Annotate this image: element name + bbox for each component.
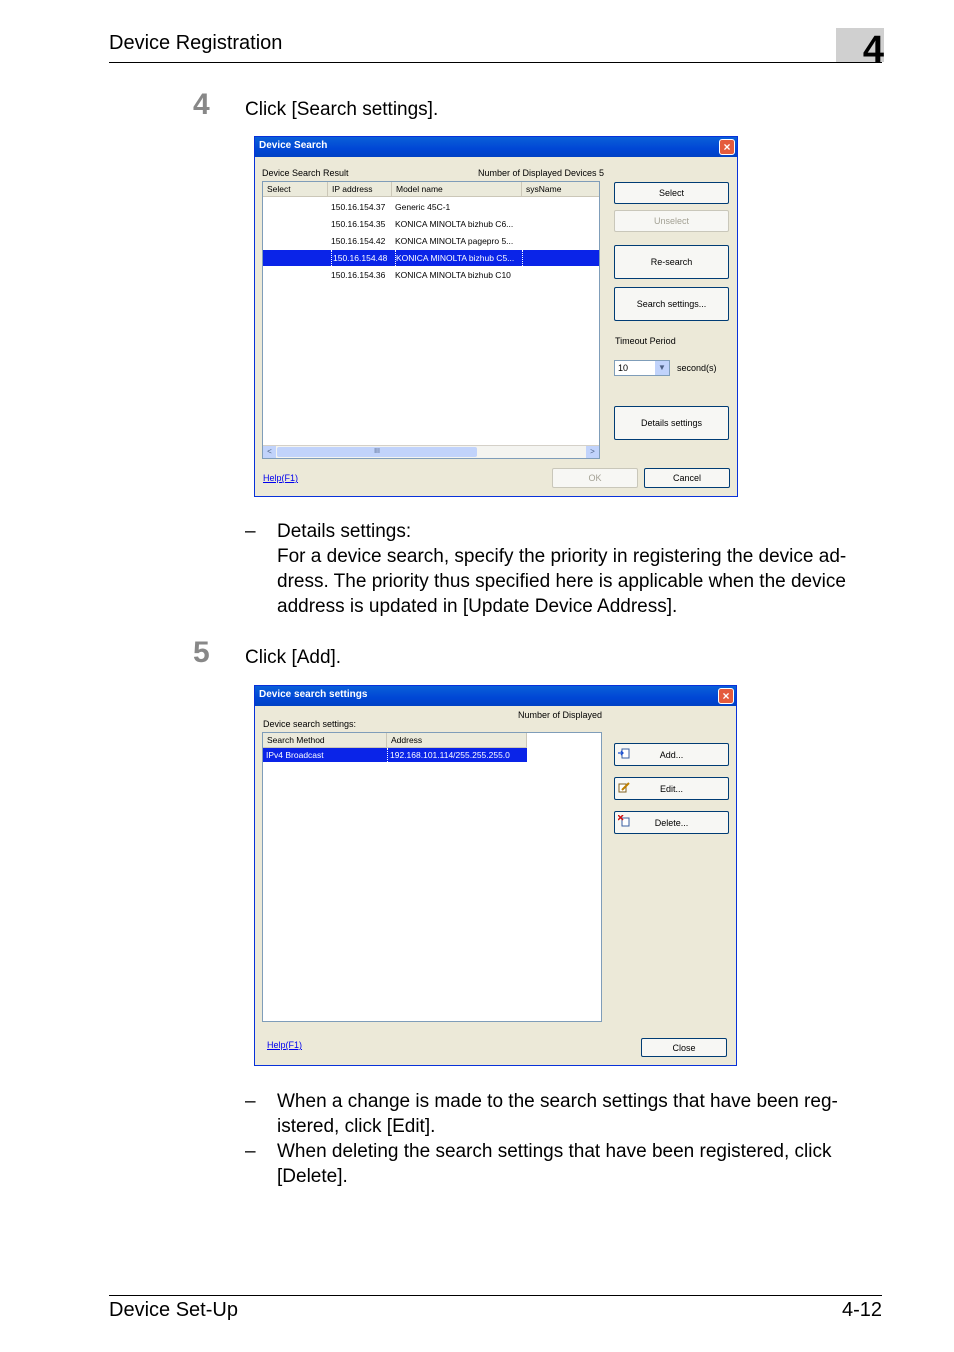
device-list-header	[263, 182, 599, 197]
dropdown-arrow-icon[interactable]: ▼	[655, 361, 669, 375]
cell-sysname	[525, 267, 599, 283]
cell-select	[267, 233, 327, 249]
device-search-titlebar	[255, 137, 737, 157]
table-row-selected[interactable]	[263, 748, 527, 762]
add-icon	[618, 747, 630, 759]
cell-sysname	[525, 250, 599, 266]
unselect-button[interactable]: Unselect	[614, 210, 729, 232]
displayed-devices-count: Number of Displayed Devices 5	[478, 168, 605, 178]
table-row[interactable]	[263, 233, 600, 249]
cell-search-method: IPv4 Broadcast	[266, 750, 324, 760]
footer-rule	[109, 1295, 882, 1296]
cell-model: KONICA MINOLTA bizhub C6...	[395, 219, 514, 229]
timeout-select[interactable]	[614, 360, 670, 376]
cell-select	[267, 267, 327, 283]
cell-model: KONICA MINOLTA bizhub C10	[395, 270, 511, 280]
edit-button[interactable]	[614, 777, 729, 800]
horizontal-scrollbar[interactable]	[263, 445, 599, 458]
table-row-selected[interactable]	[263, 250, 600, 266]
step-4-number: 4	[193, 88, 210, 121]
header-rule	[109, 62, 882, 63]
cell-model: KONICA MINOLTA pagepro 5...	[395, 236, 514, 246]
device-search-title: Device Search	[259, 140, 328, 151]
column-select[interactable]: Select	[263, 182, 328, 196]
table-row[interactable]	[263, 199, 600, 215]
cell-ip: 150.16.154.42	[331, 236, 386, 246]
cell-sysname	[525, 199, 599, 215]
page-number: 4-12	[841, 1299, 882, 1321]
note-dash: –	[245, 1091, 256, 1112]
device-search-body	[258, 157, 734, 493]
select-button[interactable]: Select	[614, 182, 729, 204]
search-settings-list[interactable]	[262, 732, 602, 1022]
research-button[interactable]: Re-search	[614, 245, 729, 279]
footer-section-title: Device Set-Up	[109, 1299, 238, 1321]
note-details-line: dress. The priority thus specified here is applicable when the device	[277, 571, 846, 592]
delete-icon	[618, 815, 630, 827]
cell-select	[267, 250, 327, 266]
cell-model: KONICA MINOLTA bizhub C5...	[395, 250, 523, 266]
note-details-line: address is updated in [Update Device Address].	[277, 596, 678, 617]
timeout-unit: second(s)	[677, 363, 717, 373]
timeout-label: Timeout Period	[615, 336, 676, 346]
search-result-label: Device Search Result	[262, 168, 349, 178]
note-details-heading: Details settings:	[277, 521, 412, 542]
page-header-title: Device Registration	[109, 32, 283, 54]
column-model-name[interactable]: Model name	[392, 182, 522, 196]
device-list[interactable]	[262, 181, 600, 459]
search-settings-label: Device search settings:	[263, 719, 357, 729]
close-button[interactable]: Close	[641, 1038, 727, 1057]
step-4-text: Click [Search settings].	[245, 99, 439, 120]
delete-button[interactable]	[614, 811, 729, 834]
note-delete-line: [Delete].	[277, 1166, 348, 1187]
table-row[interactable]	[263, 267, 600, 283]
cell-ip: 150.16.154.37	[331, 202, 386, 212]
cell-address: 192.168.101.114/255.255.255.0	[387, 748, 528, 762]
delete-button-label: Delete...	[654, 817, 689, 828]
displayed-count-label: Number of Displayed	[518, 710, 603, 720]
edit-icon	[618, 781, 630, 793]
cell-ip: 150.16.154.36	[331, 270, 386, 280]
close-icon[interactable]: ×	[719, 139, 735, 155]
cell-model: Generic 45C-1	[395, 202, 451, 212]
edit-button-label: Edit...	[659, 783, 683, 794]
cell-sysname	[525, 216, 599, 232]
note-edit-line: When a change is made to the search settings that have been reg-	[277, 1091, 838, 1112]
help-link[interactable]: Help(F1)	[263, 473, 299, 483]
table-row[interactable]	[263, 216, 600, 232]
column-address[interactable]: Address	[387, 733, 527, 747]
note-details-line: For a device search, specify the priority in registering the device ad-	[277, 546, 847, 567]
device-search-dialog	[254, 136, 738, 497]
cell-sysname	[525, 233, 599, 249]
add-button-label: Add...	[659, 749, 684, 760]
column-search-method[interactable]: Search Method	[263, 733, 387, 747]
column-ip-address[interactable]: IP address	[328, 182, 392, 196]
note-edit-line: istered, click [Edit].	[277, 1116, 436, 1137]
cancel-button[interactable]: Cancel	[644, 468, 730, 488]
help-link[interactable]: Help(F1)	[267, 1040, 303, 1050]
scroll-right-icon[interactable]: >	[586, 446, 599, 458]
chapter-number: 4	[862, 29, 884, 71]
device-search-settings-dialog	[254, 685, 737, 1066]
cell-ip: 150.16.154.35	[331, 219, 386, 229]
search-settings-body	[258, 706, 733, 1062]
scroll-thumb[interactable]: III	[277, 447, 477, 457]
note-dash: –	[245, 1141, 256, 1162]
ok-button[interactable]: OK	[552, 468, 638, 488]
step-5-number: 5	[193, 636, 210, 669]
search-settings-button[interactable]: Search settings...	[614, 287, 729, 321]
step-5-text: Click [Add].	[245, 647, 342, 668]
search-settings-title: Device search settings	[259, 689, 368, 700]
settings-list-header	[263, 733, 527, 748]
add-button[interactable]	[614, 743, 729, 766]
details-settings-button[interactable]: Details settings	[614, 406, 729, 440]
cell-ip: 150.16.154.48	[331, 250, 393, 266]
search-settings-titlebar	[255, 686, 736, 706]
cell-select	[267, 216, 327, 232]
note-delete-line: When deleting the search settings that have been registered, click	[277, 1141, 832, 1162]
column-sysname[interactable]: sysName	[522, 182, 600, 196]
scroll-left-icon[interactable]: <	[263, 446, 276, 458]
close-icon[interactable]: ×	[718, 688, 734, 704]
timeout-value: 10	[618, 363, 629, 373]
cell-select	[267, 199, 327, 215]
note-dash: –	[245, 521, 256, 542]
